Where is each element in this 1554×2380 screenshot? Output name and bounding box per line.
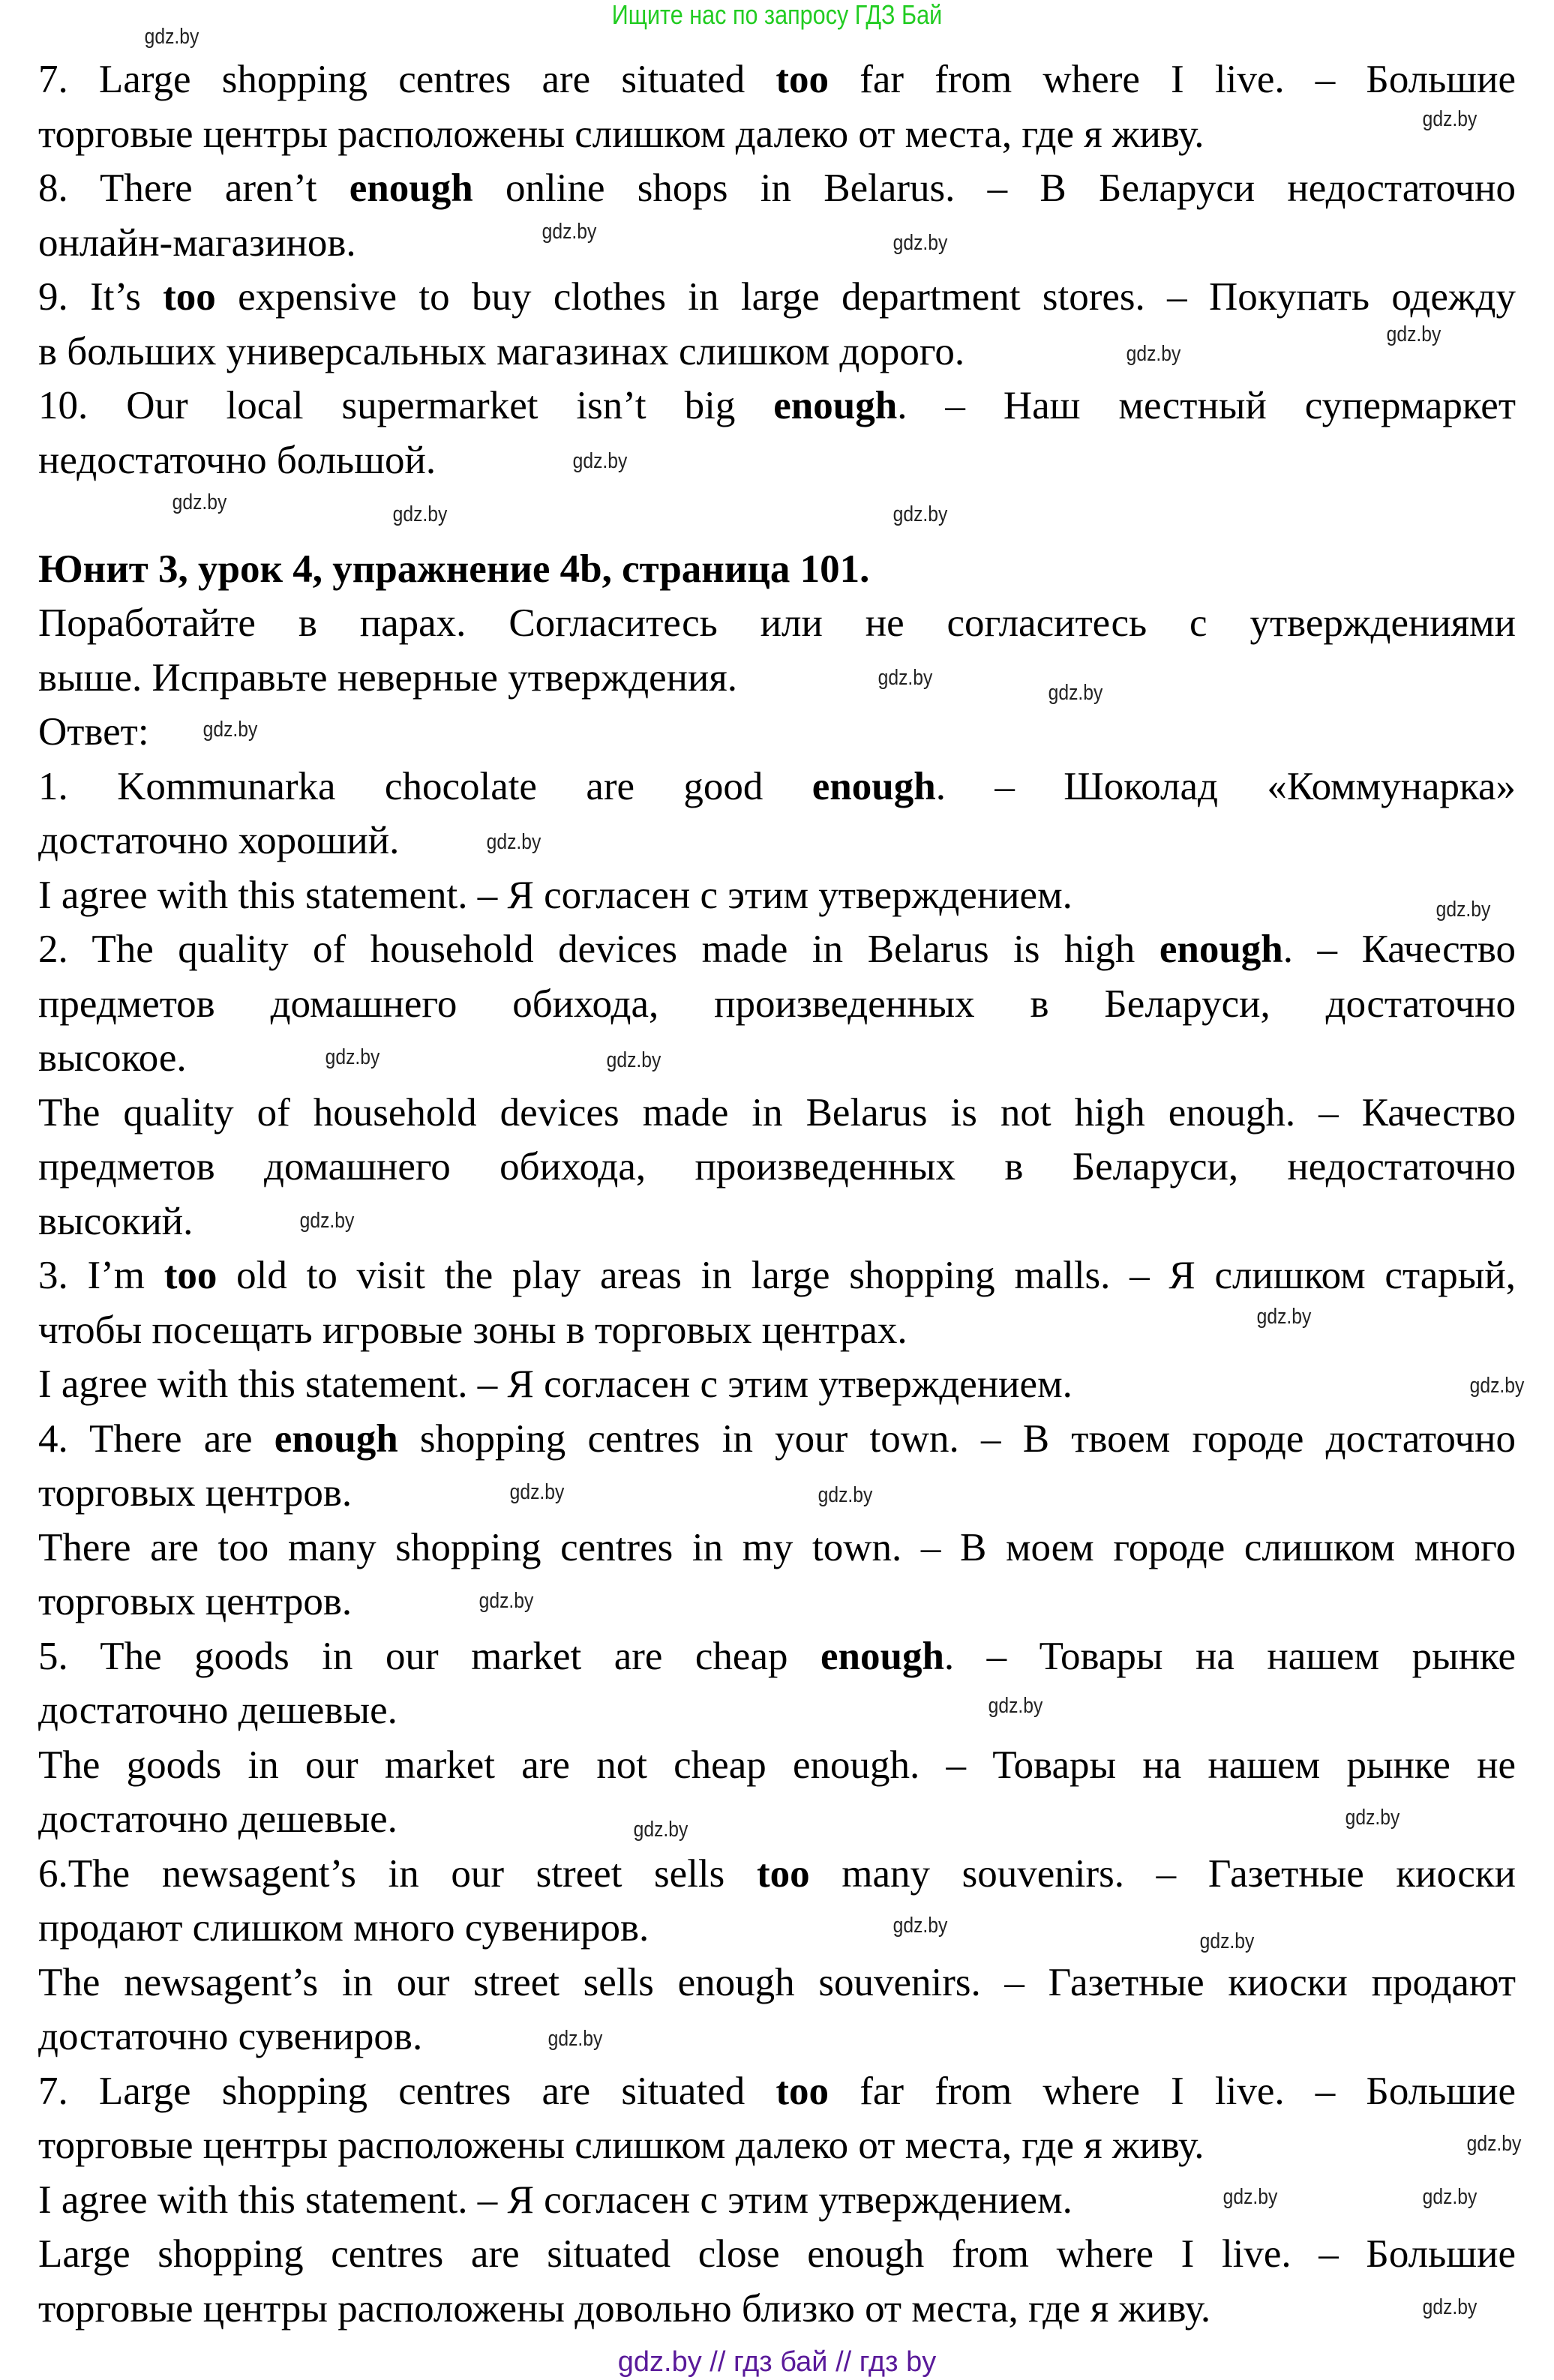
bold-keyword: Юнит 3, урок 4, упражнение 4b, страница 101. bbox=[38, 547, 870, 591]
text-segment: Ответ: bbox=[38, 710, 149, 754]
text-segment: 10. Our local supermarket isn’t big bbox=[38, 384, 774, 427]
text-segment: Large shopping centres are situated close enough from where I live. – Большие bbox=[38, 2232, 1516, 2276]
bold-keyword: too bbox=[776, 58, 830, 101]
text-segment: достаточно хороший. bbox=[38, 819, 400, 862]
text-segment: онлайн-магазинов. bbox=[38, 220, 356, 265]
text-segment: 2. The quality of household devices made in Belarus is high bbox=[38, 928, 1160, 971]
text-segment: 1. Kommunarka chocolate are good bbox=[38, 764, 812, 808]
paragraph bbox=[38, 922, 1516, 1086]
bold-keyword: too bbox=[164, 1254, 218, 1297]
text-segment: expensive to buy clothes in large department stores. – Покупать одежду bbox=[215, 275, 1516, 319]
search-hint-banner: Ищите нас по запросу ГДЗ Бай bbox=[611, 0, 943, 30]
text-line bbox=[38, 760, 1516, 814]
text-line bbox=[38, 2282, 1516, 2337]
paragraph bbox=[38, 705, 1516, 760]
watermark-label: gdz.by bbox=[486, 830, 542, 855]
bold-keyword: enough bbox=[1159, 928, 1283, 971]
paragraph bbox=[38, 1738, 1516, 1847]
text-line bbox=[38, 2173, 1516, 2228]
text-line bbox=[38, 1956, 1516, 2010]
text-segment: . – Наш местный супермаркет bbox=[897, 384, 1516, 427]
text-segment: . – Шоколад «Коммунарка» bbox=[935, 764, 1516, 808]
text-segment: 9. It’s bbox=[38, 275, 164, 319]
text-line bbox=[38, 1575, 1516, 1629]
text-segment: выше. Исправьте неверные утверждения. bbox=[38, 655, 738, 700]
text-line bbox=[38, 322, 1516, 379]
bold-keyword: enough bbox=[820, 1634, 944, 1678]
bold-keyword: enough bbox=[773, 384, 898, 427]
text-segment: far from where I live. – Большие bbox=[829, 2069, 1516, 2113]
watermark-label: gdz.by bbox=[892, 502, 948, 526]
watermark-label: gdz.by bbox=[1256, 1305, 1311, 1329]
text-line bbox=[38, 1248, 1516, 1303]
text-segment: many souvenirs. – Газетные киоски bbox=[809, 1851, 1516, 1896]
watermark-label: gdz.by bbox=[542, 220, 597, 244]
text-line bbox=[38, 1901, 1516, 1956]
text-segment: торговые центры расположены слишком далеко от места, где я живу. bbox=[38, 112, 1204, 156]
watermark-label: gdz.by bbox=[172, 490, 227, 514]
text-segment: online shops in Belarus. – В Беларуси недостаточно bbox=[472, 166, 1516, 210]
bold-keyword: too bbox=[163, 275, 216, 319]
watermark-label: gdz.by bbox=[818, 1483, 873, 1508]
text-line bbox=[38, 1521, 1516, 1575]
watermark-label: gdz.by bbox=[634, 1817, 688, 1842]
paragraph bbox=[38, 379, 1516, 487]
paragraph bbox=[38, 270, 1516, 379]
text-line bbox=[38, 596, 1516, 651]
watermark-label: gdz.by bbox=[1345, 1805, 1400, 1830]
text-line bbox=[38, 1847, 1516, 1902]
paragraph bbox=[38, 1248, 1516, 1357]
paragraph bbox=[38, 1357, 1516, 1412]
watermark-label: gdz.by bbox=[1199, 1929, 1255, 1953]
bold-keyword: enough bbox=[812, 764, 936, 808]
watermark-label: gdz.by bbox=[144, 24, 200, 49]
text-line bbox=[38, 1466, 1516, 1521]
text-line bbox=[38, 52, 1516, 107]
text-line bbox=[38, 1629, 1516, 1684]
text-segment: 6.The newsagent’s in our street sells bbox=[38, 1851, 757, 1896]
text-segment: The quality of household devices made in Belarus is not high enough. – Качество bbox=[38, 1090, 1516, 1135]
bold-keyword: too bbox=[776, 2069, 830, 2113]
paragraph bbox=[38, 161, 1516, 270]
watermark-label: gdz.by bbox=[478, 1588, 534, 1613]
watermark-label: gdz.by bbox=[509, 1480, 565, 1505]
watermark-label: gdz.by bbox=[988, 1694, 1043, 1719]
paragraph bbox=[38, 760, 1516, 868]
text-segment: недостаточно большой. bbox=[38, 438, 436, 482]
text-line bbox=[38, 270, 1516, 325]
text-line bbox=[38, 868, 1516, 923]
text-segment: торговых центров. bbox=[38, 1471, 352, 1515]
paragraph bbox=[38, 1847, 1516, 1956]
text-segment: Поработайте в парах. Согласитесь или не согласитесь с утверждениями bbox=[38, 601, 1516, 645]
text-segment: I agree with this statement. – Я согласен с этим утверждением. bbox=[38, 1362, 1072, 1406]
bold-keyword: enough bbox=[349, 166, 473, 210]
text-line bbox=[38, 216, 1516, 271]
text-line bbox=[38, 379, 1516, 433]
text-line bbox=[38, 651, 1516, 706]
text-segment: торговых центров. bbox=[38, 1580, 352, 1623]
text-segment: 8. There aren’t bbox=[38, 166, 350, 210]
watermark-label: gdz.by bbox=[1048, 680, 1102, 705]
text-segment: высокое. bbox=[38, 1036, 187, 1080]
text-line bbox=[38, 2064, 1516, 2119]
text-line bbox=[38, 433, 1516, 488]
text-segment: 4. There are bbox=[38, 1416, 274, 1461]
watermark-label: gdz.by bbox=[1222, 2185, 1277, 2210]
blank-line bbox=[38, 487, 1516, 542]
paragraph bbox=[38, 2227, 1516, 2336]
text-line bbox=[38, 2118, 1516, 2173]
watermark-label: gdz.by bbox=[1469, 1373, 1525, 1398]
text-segment: чтобы посещать игровые зоны в торговых центрах. bbox=[38, 1308, 908, 1352]
paragraph bbox=[38, 1629, 1516, 1738]
text-segment: в больших универсальных магазинах слишком дорого. bbox=[38, 329, 965, 373]
text-line bbox=[38, 1194, 1516, 1249]
paragraph bbox=[38, 596, 1516, 705]
text-line bbox=[38, 1140, 1516, 1194]
text-line bbox=[38, 1412, 1516, 1467]
text-line bbox=[38, 705, 1516, 760]
text-segment: . – Товары на нашем рынке bbox=[944, 1634, 1516, 1678]
text-line bbox=[38, 161, 1516, 216]
text-segment: торговые центры расположены довольно близко от места, где я живу. bbox=[38, 2286, 1211, 2331]
answer-document bbox=[38, 52, 1516, 2336]
watermark-label: gdz.by bbox=[1387, 322, 1442, 346]
text-segment: . – Качество bbox=[1282, 928, 1516, 971]
text-line bbox=[38, 1086, 1516, 1141]
watermark-label: gdz.by bbox=[1126, 342, 1181, 367]
text-segment: достаточно дешевые. bbox=[38, 1797, 398, 1841]
text-segment: продают слишком много сувениров. bbox=[38, 1906, 650, 1950]
text-line bbox=[38, 107, 1516, 162]
text-line bbox=[38, 2227, 1516, 2282]
text-segment: предметов домашнего обихода, произведенных в Беларуси, достаточно bbox=[38, 982, 1516, 1026]
text-segment: предметов домашнего обихода, произведенных в Беларуси, недостаточно bbox=[38, 1145, 1516, 1189]
watermark-label: gdz.by bbox=[892, 1914, 948, 1938]
text-segment: 5. The goods in our market are cheap bbox=[38, 1634, 820, 1678]
watermark-label: gdz.by bbox=[1466, 2132, 1522, 2157]
watermark-label: gdz.by bbox=[878, 665, 932, 690]
text-line bbox=[38, 922, 1516, 977]
text-segment: far from where I live. – Большие bbox=[829, 58, 1516, 101]
text-line bbox=[38, 1357, 1516, 1412]
watermark-label: gdz.by bbox=[1422, 2295, 1477, 2319]
watermark-label: gdz.by bbox=[572, 448, 627, 473]
text-segment: достаточно сувениров. bbox=[38, 2015, 423, 2058]
text-line bbox=[38, 977, 1516, 1032]
paragraph bbox=[38, 868, 1516, 923]
text-segment: I agree with this statement. – Я согласен с этим утверждением. bbox=[38, 2178, 1072, 2222]
paragraph bbox=[38, 1956, 1516, 2064]
text-line bbox=[38, 1792, 1516, 1847]
paragraph bbox=[38, 1086, 1516, 1249]
text-segment: достаточно дешевые. bbox=[38, 1689, 398, 1732]
text-segment: There are too many shopping centres in my town. – В моем городе слишком много bbox=[38, 1525, 1516, 1569]
text-segment: I agree with this statement. – Я согласен с этим утверждением. bbox=[38, 873, 1072, 917]
text-segment: торговые центры расположены слишком далеко от места, где я живу. bbox=[38, 2124, 1204, 2167]
text-segment: The goods in our market are not cheap enough. – Товары на нашем рынке не bbox=[38, 1743, 1516, 1787]
watermark-label: gdz.by bbox=[1436, 897, 1491, 922]
text-line bbox=[38, 542, 1516, 597]
paragraph bbox=[38, 2064, 1516, 2173]
text-line bbox=[38, 2010, 1516, 2064]
watermark-label: gdz.by bbox=[548, 2026, 603, 2051]
bold-keyword: enough bbox=[274, 1416, 398, 1461]
text-segment: высокий. bbox=[38, 1199, 194, 1243]
bold-keyword: too bbox=[756, 1851, 810, 1896]
text-segment: 7. Large shopping centres are situated bbox=[38, 58, 776, 101]
watermark-label: gdz.by bbox=[1422, 106, 1477, 131]
paragraph bbox=[38, 2173, 1516, 2228]
watermark-label: gdz.by bbox=[892, 230, 948, 255]
text-segment: 3. I’m bbox=[38, 1254, 164, 1297]
watermark-label: gdz.by bbox=[393, 502, 448, 526]
watermark-label: gdz.by bbox=[299, 1209, 354, 1233]
text-segment: old to visit the play areas in large shopping malls. – Я слишком старый, bbox=[217, 1254, 1516, 1297]
paragraph bbox=[38, 1412, 1516, 1521]
watermark-label: gdz.by bbox=[1422, 2185, 1477, 2210]
footer-links[interactable]: gdz.by // гдз бай // гдз by bbox=[617, 2346, 937, 2378]
watermark-label: gdz.by bbox=[202, 717, 258, 742]
text-line bbox=[38, 1031, 1516, 1086]
text-line bbox=[38, 814, 1516, 868]
text-segment: 7. Large shopping centres are situated bbox=[38, 2069, 776, 2113]
exercise-heading bbox=[38, 542, 1516, 597]
watermark-label: gdz.by bbox=[326, 1045, 380, 1070]
text-line bbox=[38, 1683, 1516, 1738]
text-segment: shopping centres in your town. – В твоем городе достаточно bbox=[398, 1416, 1516, 1461]
watermark-label: gdz.by bbox=[606, 1048, 661, 1073]
text-segment: The newsagent’s in our street sells enough souvenirs. – Газетные киоски продают bbox=[38, 1960, 1516, 2004]
text-line bbox=[38, 1738, 1516, 1793]
paragraph bbox=[38, 1521, 1516, 1629]
paragraph bbox=[38, 52, 1516, 161]
